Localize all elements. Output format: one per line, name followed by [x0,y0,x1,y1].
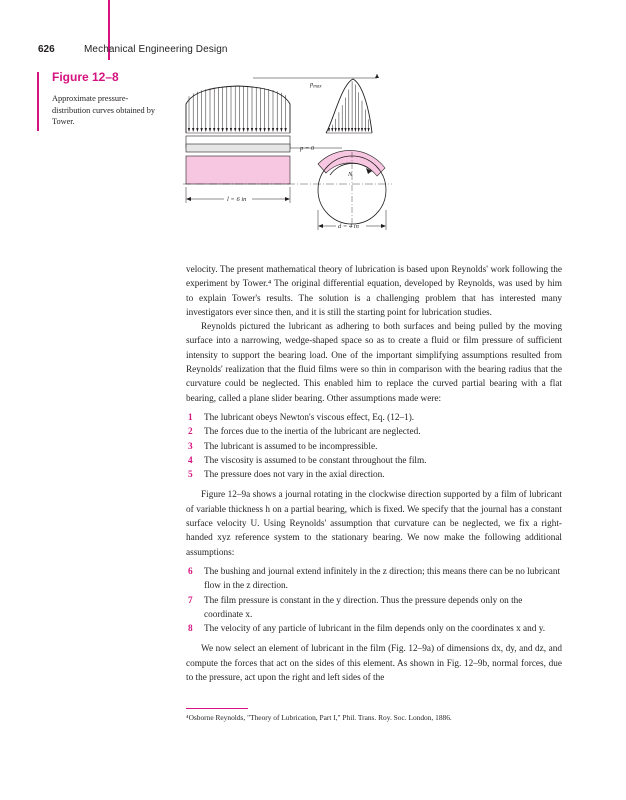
journal-shaft [186,156,290,184]
pressure-arrowhead [361,128,363,132]
assumptions-list-2 [186,565,562,636]
pressure-arrowhead [209,128,211,132]
pressure-arrows-left [188,86,287,132]
pressure-arrowhead [247,128,249,132]
pressure-arrowhead [354,128,356,132]
list-item: 7 The film pressure is constant in the y direction. Thus the pressure depends only on the coordinate x. [188,595,523,620]
pressure-arrowhead [188,128,190,132]
pressure-arrowhead [251,128,253,132]
list-item: 1 The lubricant obeys Newton's viscous effect, Eq. (12–1). [188,412,415,423]
speed-label: N [348,171,353,178]
length-label: l = 6 in [227,196,247,203]
pressure-arrowhead [242,128,244,132]
figure-diagram [0,0,626,270]
pressure-arrowhead [205,128,207,132]
list-item: 8 The velocity of any particle of lubricant in the film depends only on the coordinates x and y. [188,624,546,635]
pressure-arrowhead [364,128,366,132]
paragraph-2-text: Reynolds pictured the lubricant as adhering to both surfaces and being pulled by the moving surface into a narrowing, wedge-shaped space so as to create a fluid or film pressure of sufficient intensity to support the bearing load. One of the important simplifying assumptions resulted from Reynolds' realization that the fluid films were so thin in comparison with the bearing radius that the curvature could be neglected. This enabled him to replace the curved partial bearing with a flat bearing, called a plane slider bearing. Other assumptions made were: [186,322,562,404]
paragraph-1: velocity. The present mathematical theory of lubrication is based upon Reynolds' work following the experiment by Tower.⁴ The original differential equation, developed by Reynolds, was used by him to explain Tower's results. The solution is a challenging problem that has interested many investigators ever since then, and it is still the starting point for lubrication studies. [186,265,562,318]
pressure-arrowhead [344,128,346,132]
bearing-top-bar [186,144,290,152]
pressure-arrowhead [255,128,257,132]
pressure-arrowhead [368,128,370,132]
pressure-arrowhead [221,128,223,132]
pressure-arrowhead [348,128,350,132]
p-zero-label: p = 0 [300,145,315,152]
page-number: 626 [38,44,55,55]
assumptions-list-1 [186,411,562,482]
pressure-arrowhead [196,128,198,132]
pressure-arrowhead [192,128,194,132]
diameter-label: d = 4 in [338,223,359,230]
list-item: 4 The viscosity is assumed to be constant throughout the film. [188,455,427,466]
paragraph-4: We now select an element of lubricant in the film (Fig. 12–9a) of dimensions dx, dy, and dz, and compute the forces that act on the sides of this element. As shown in Fig. 12–9b, normal forces, due to the pressure, act upon the right and left sides of the [186,644,562,684]
pressure-arrowhead [331,128,333,132]
pressure-arrowhead [351,128,353,132]
pressure-arrowhead [238,128,240,132]
pressure-arrowhead [200,128,202,132]
footnote: ⁴Osborne Reynolds, "Theory of Lubrication, Part I," Phil. Trans. Roy. Soc. London, 1886. [186,713,452,722]
pressure-arrowhead [280,128,282,132]
pressure-arrowhead [276,128,278,132]
pressure-arrowhead [259,128,261,132]
pressure-arrowhead [234,128,236,132]
body-text [186,263,562,685]
list-item: 2 The forces due to the inertia of the lubricant are neglected. [188,427,421,438]
pressure-arrowhead [263,128,265,132]
pressure-arrowhead [272,128,274,132]
list-item: 6 The bushing and journal extend infinitely in the z direction; this means there can be no lubricant flow in the z direction. [188,566,561,592]
book-title: Mechanical Engineering Design [84,44,228,55]
pressure-arrowhead [268,128,270,132]
figure-label: Figure 12–8 [52,70,119,84]
figure-caption: Approximate pressure-distribution curves obtained by Tower. [52,94,156,126]
pressure-arrowhead [213,128,215,132]
pressure-arrowhead [230,128,232,132]
pressure-arrowhead [358,128,360,132]
paragraph-3: Figure 12–9a shows a journal rotating in the clockwise direction supported by a film of lubricant of variable thickness h on a partial bearing, which is fixed. We specify that the journal has a constant surface velocity U. Using Reynolds' assumption that curvature can be neglected, we fix a right-handed xyz reference system to the stationary bearing. We now make the following additional assumptions: [186,490,562,558]
pressure-arrowhead [341,128,343,132]
pmax-label: $p_{max}$ [310,81,322,90]
pressure-arrowhead [226,128,228,132]
list-item: 5 The pressure does not vary in the axial direction. [188,470,385,481]
pressure-arrowhead [335,128,337,132]
pressure-arrowhead [284,128,286,132]
list-item: 3 The lubricant is assumed to be incompressible. [188,441,378,452]
pressure-arrowhead [217,128,219,132]
pressure-arrows-right [328,81,370,132]
paragraph-2 [186,320,562,406]
pressure-arrowhead [338,128,340,132]
footnote-rule [186,708,248,709]
